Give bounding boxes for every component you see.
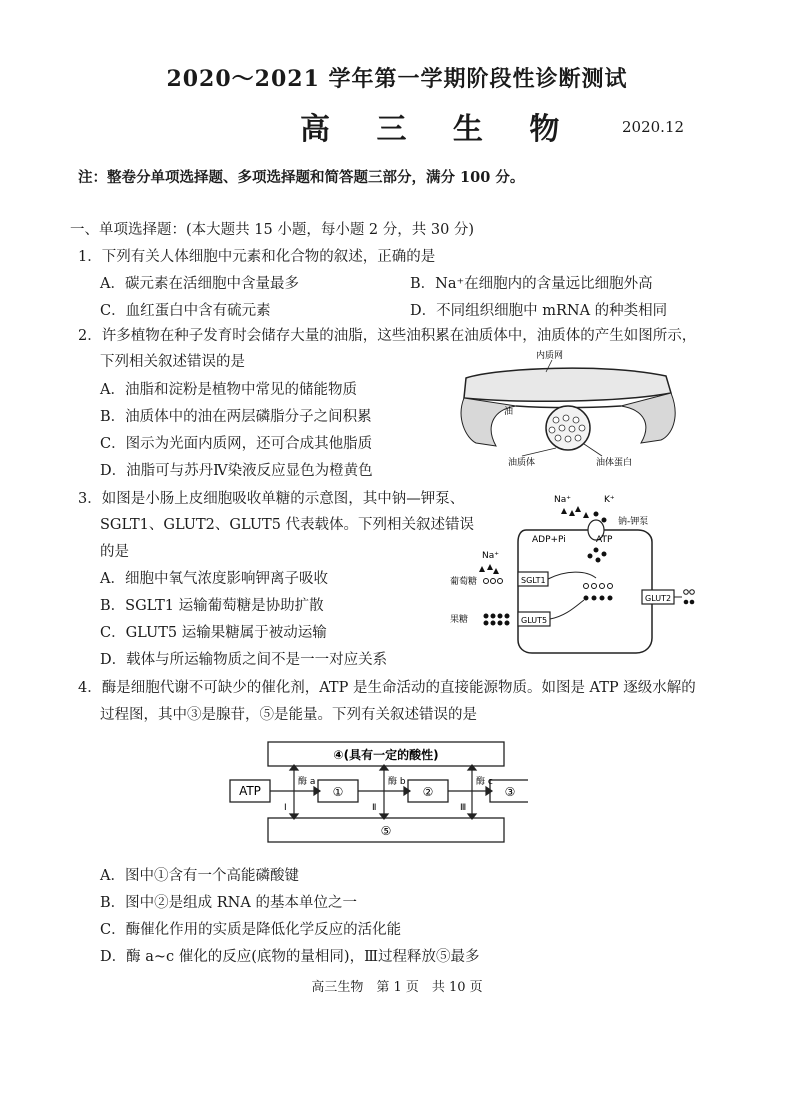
q4-option-c: C．酶催化作用的实质是降低化学反应的活化能 bbox=[100, 922, 402, 938]
intestinal-cell-figure bbox=[446, 490, 696, 670]
q2-stem-line2: 下列相关叙述错误的是 bbox=[100, 354, 245, 370]
fig-label-na-left: Na⁺ bbox=[482, 551, 499, 561]
section-heading: 一、单项选择题：(本大题共 15 小题，每小题 2 分，共 30 分) bbox=[70, 222, 475, 238]
q1-option-b: B．Na⁺在细胞内的含量远比细胞外高 bbox=[410, 276, 653, 292]
fig-label-glut5: GLUT5 bbox=[521, 616, 548, 625]
fig-label-adp: ADP+Pi bbox=[532, 535, 566, 545]
fig-label-glucose: 葡萄糖 bbox=[450, 577, 478, 587]
q4-option-d: D．酶 a~c 催化的反应(底物的量相同)，Ⅲ过程释放⑤最多 bbox=[100, 949, 480, 965]
fig-label-step-3: Ⅲ bbox=[460, 803, 467, 813]
fig-label-step-2: Ⅱ bbox=[372, 803, 377, 813]
fig-label-atp: ATP bbox=[596, 535, 613, 545]
q3-option-d: D．载体与所运输物质之间不是一一对应关系 bbox=[100, 652, 388, 668]
exam-date: 2020.12 bbox=[622, 118, 685, 136]
fig-label-sglt1: SGLT1 bbox=[521, 576, 546, 585]
q1-stem: 1．下列有关人体细胞中元素和化合物的叙述，正确的是 bbox=[78, 249, 436, 265]
fig-label-one: ① bbox=[332, 785, 344, 799]
q2-stem-line1: 2．许多植物在种子发育时会储存大量的油脂，这些油积累在油质体中，油质体的产生如图所示， bbox=[78, 328, 697, 344]
fig-label-two: ② bbox=[422, 785, 434, 799]
fig-label-three: ③ bbox=[504, 785, 516, 799]
exam-title: 2020～2021 学年第一学期阶段性诊断测试 bbox=[166, 66, 628, 92]
q1-option-c: C．血红蛋白中含有硫元素 bbox=[100, 303, 271, 319]
fig-label-er: 内质网 bbox=[536, 351, 564, 361]
fig-label-na-top: Na⁺ bbox=[554, 495, 571, 505]
q3-option-b: B．SGLT1 运输葡萄糖是协助扩散 bbox=[100, 598, 324, 614]
q2-option-b: B．油质体中的油在两层磷脂分子之间积累 bbox=[100, 409, 372, 425]
fig-label-k: K⁺ bbox=[604, 495, 615, 505]
q2-option-c: C．图示为光面内质网，还可合成其他脂质 bbox=[100, 436, 373, 452]
fig-label-atp: ATP bbox=[239, 784, 261, 798]
q3-option-c: C．GLUT5 运输果糖属于被动运输 bbox=[100, 625, 327, 641]
page-footer: 高三生物 第 1 页 共 10 页 bbox=[311, 980, 483, 995]
fig-label-oil: 油 bbox=[504, 407, 514, 417]
fig-label-step-1: Ⅰ bbox=[284, 803, 287, 813]
fig-label-glut2: GLUT2 bbox=[645, 594, 672, 603]
q4-stem-line2: 过程图，其中③是腺苷，⑤是能量。下列有关叙述错误的是 bbox=[100, 707, 477, 723]
fig-label-four: ④(具有一定的酸性) bbox=[333, 748, 439, 762]
q3-stem-line3: 的是 bbox=[100, 544, 129, 560]
q4-option-a: A．图中①含有一个高能磷酸键 bbox=[100, 868, 299, 884]
fig-label-five: ⑤ bbox=[380, 824, 392, 838]
atp-hydrolysis-figure bbox=[228, 738, 528, 848]
q4-stem-line1: 4．酶是细胞代谢不可缺少的催化剂，ATP 是生命活动的直接能源物质。如图是 ATP 逐级水解的 bbox=[78, 680, 696, 696]
q3-option-a: A．细胞中氧气浓度影响钾离子吸收 bbox=[100, 571, 328, 587]
q3-stem-line1: 3．如图是小肠上皮细胞吸收单糖的示意图，其中钠—钾泵、 bbox=[78, 491, 465, 507]
q2-option-a: A．油脂和淀粉是植物中常见的储能物质 bbox=[100, 382, 357, 398]
subject-title: 高 三 生 物 bbox=[300, 112, 578, 147]
q1-option-d: D．不同组织细胞中 mRNA 的种类相同 bbox=[410, 303, 668, 319]
fig-label-oleosin: 油体蛋白 bbox=[596, 458, 633, 468]
fig-label-oil-body: 油质体 bbox=[508, 458, 536, 468]
fig-label-enzyme-b: 酶 b bbox=[388, 777, 406, 787]
q2-option-d: D．油脂可与苏丹Ⅳ染液反应显色为橙黄色 bbox=[100, 463, 373, 479]
exam-note: 注：整卷分单项选择题、多项选择题和简答题三部分，满分 100 分。 bbox=[78, 169, 525, 186]
q3-stem-line2: SGLT1、GLUT2、GLUT5 代表载体。下列相关叙述错误 bbox=[100, 517, 475, 533]
q4-option-b: B．图中②是组成 RNA 的基本单位之一 bbox=[100, 895, 357, 911]
fig-label-pump: 钠-钾泵 bbox=[618, 517, 649, 527]
oil-body-figure bbox=[456, 348, 686, 468]
fig-label-enzyme-a: 酶 a bbox=[298, 777, 316, 787]
fig-label-fructose: 果糖 bbox=[450, 615, 469, 625]
q1-option-a: A．碳元素在活细胞中含量最多 bbox=[100, 276, 299, 292]
fig-label-enzyme-c: 酶 c bbox=[476, 777, 493, 787]
